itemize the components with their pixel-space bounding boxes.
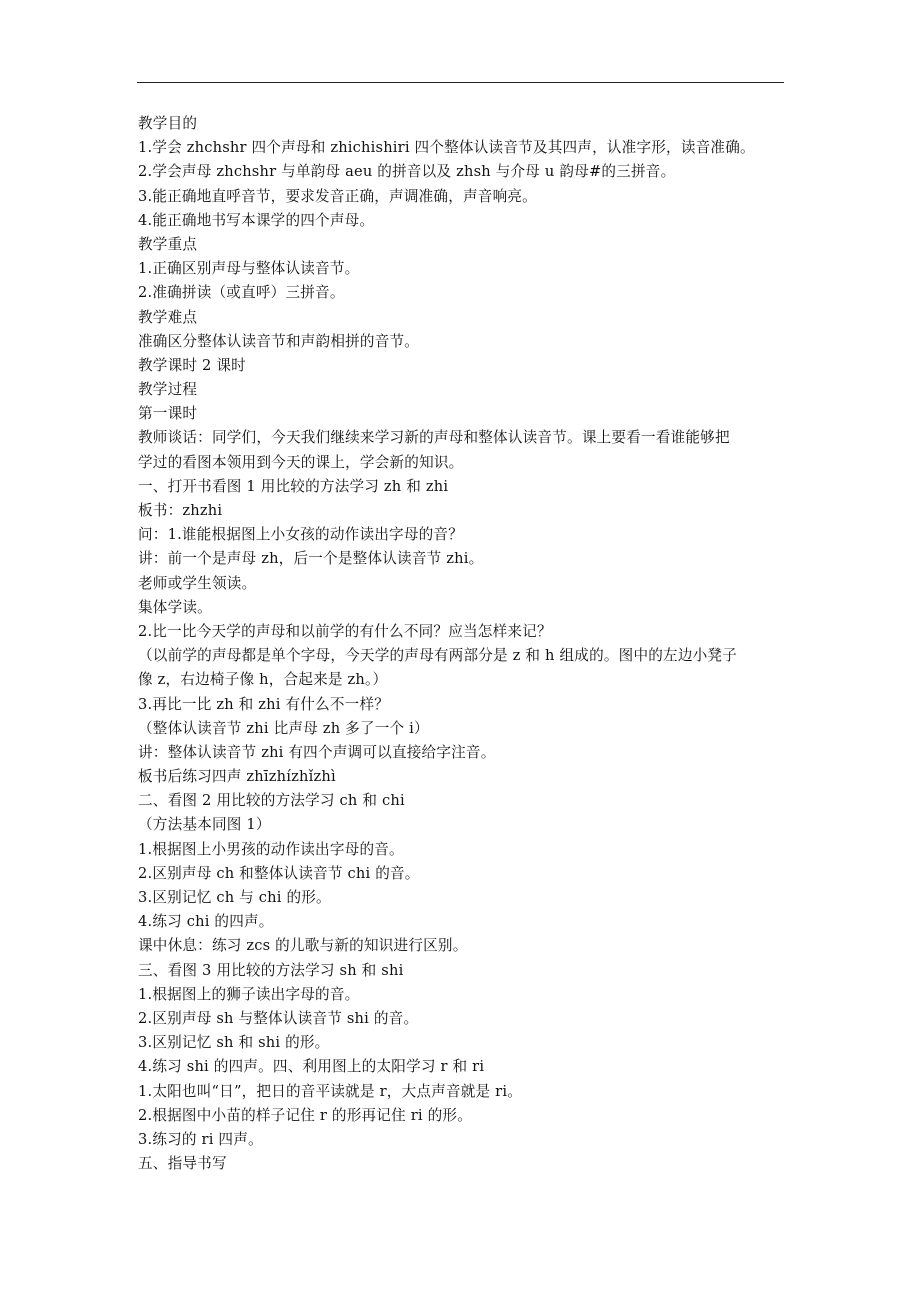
paragraph-line: 1.太阳也叫“日”，把日的音平读就是 r，大点声音就是 ri。 xyxy=(138,1082,523,1100)
lesson-heading-first: 第一课时 xyxy=(138,405,198,423)
step-heading-1: 一、打开书看图 1 用比较的方法学习 zh 和 zhi xyxy=(138,477,449,495)
paragraph-line: 3.区别记忆 ch 与 chi 的形。 xyxy=(138,889,331,906)
paragraph-line: 2.根据图中小苗的样子记住 r 的形再记住 ri 的形。 xyxy=(138,1106,472,1124)
paragraph-line: 2.比一比今天学的声母和以前学的有什么不同？应当怎样来记？ xyxy=(138,622,552,640)
section-heading-objectives: 教学目的 xyxy=(138,115,198,132)
paragraph-line: 集体学读。 xyxy=(138,598,212,616)
key-point-1: 1.正确区别声母与整体认读音节。 xyxy=(138,260,360,278)
paragraph-line: 3.练习的 ri 四声。 xyxy=(138,1130,263,1148)
step-heading-2: 二、看图 2 用比较的方法学习 ch 和 chi xyxy=(138,792,405,810)
objective-item-1: 1.学会 zhchshr 四个声母和 zhichishiri 四个整体认读音节及其四声，认准字形，读音准确。 xyxy=(138,139,755,157)
section-heading-key-points: 教学重点 xyxy=(138,235,198,253)
paragraph-line: 4.练习 shi 的四声。四、利用图上的太阳学习 r 和 ri xyxy=(138,1058,485,1076)
difficulty-text: 准确区分整体认读音节和声韵相拼的音节。 xyxy=(138,332,420,350)
step-heading-5: 五、指导书写 xyxy=(138,1155,227,1173)
paragraph-line: 3.区别记忆 sh 和 shi 的形。 xyxy=(138,1034,330,1052)
objective-item-3: 3.能正确地直呼音节，要求发音正确，声调准确，声音响亮。 xyxy=(138,187,537,205)
paragraph-line: 讲：整体认读音节 zhi 有四个声调可以直接给字注音。 xyxy=(138,743,496,761)
paragraph-line: 老师或学生领读。 xyxy=(138,574,257,592)
key-point-2: 2.准确拼读（或直呼）三拼音。 xyxy=(138,284,345,302)
paragraph-line: （以前学的声母都是单个字母，今天学的声母有两部分是 z 和 h 组成的。图中的左边小凳子 xyxy=(138,647,738,665)
paragraph-line: 板书后练习四声 zhīzhízhǐzhì xyxy=(138,768,336,786)
paragraph-line: 2.区别声母 ch 和整体认读音节 chi 的音。 xyxy=(138,864,420,882)
paragraph-line: 问：1.谁能根据图上小女孩的动作读出字母的音？ xyxy=(138,526,463,544)
paragraph-line: 学过的看图本领用到今天的课上，学会新的知识。 xyxy=(138,453,464,471)
paragraph-line: 像 z，右边椅子像 h，合起来是 zh。） xyxy=(138,671,388,689)
objective-item-4: 4.能正确地书写本课学的四个声母。 xyxy=(138,211,375,229)
paragraph-line: （整体认读音节 zhi 比声母 zh 多了一个 i） xyxy=(138,719,429,737)
section-heading-process: 教学过程 xyxy=(138,381,198,399)
paragraph-line: （方法基本同图 1） xyxy=(138,816,271,834)
header-rule xyxy=(137,82,784,83)
paragraph-line: 教师谈话：同学们，今天我们继续来学习新的声母和整体认读音节。课上要看一看谁能够把 xyxy=(138,429,730,447)
class-hours: 教学课时 2 课时 xyxy=(138,356,246,374)
paragraph-line: 板书：zhzhi xyxy=(138,502,223,519)
paragraph-line: 4.练习 chi 的四声。 xyxy=(138,913,274,931)
document-body xyxy=(138,112,788,1176)
paragraph-line: 讲：前一个是声母 zh，后一个是整体认读音节 zhi。 xyxy=(138,550,484,568)
paragraph-line: 课中休息：练习 zcs 的儿歌与新的知识进行区别。 xyxy=(138,937,468,955)
step-heading-3: 三、看图 3 用比较的方法学习 sh 和 shi xyxy=(138,961,404,979)
section-heading-difficulties: 教学难点 xyxy=(138,308,198,326)
paragraph-line: 1.根据图上的狮子读出字母的音。 xyxy=(138,985,360,1003)
objective-item-2: 2.学会声母 zhchshr 与单韵母 aeu 的拼音以及 zhsh 与介母 u 韵母#的三拼音。 xyxy=(138,163,676,181)
paragraph-line: 2.区别声母 sh 与整体认读音节 shi 的音。 xyxy=(138,1009,419,1027)
paragraph-line: 3.再比一比 zh 和 zhi 有什么不一样？ xyxy=(138,695,390,713)
paragraph-line: 1.根据图上小男孩的动作读出字母的音。 xyxy=(138,840,404,858)
